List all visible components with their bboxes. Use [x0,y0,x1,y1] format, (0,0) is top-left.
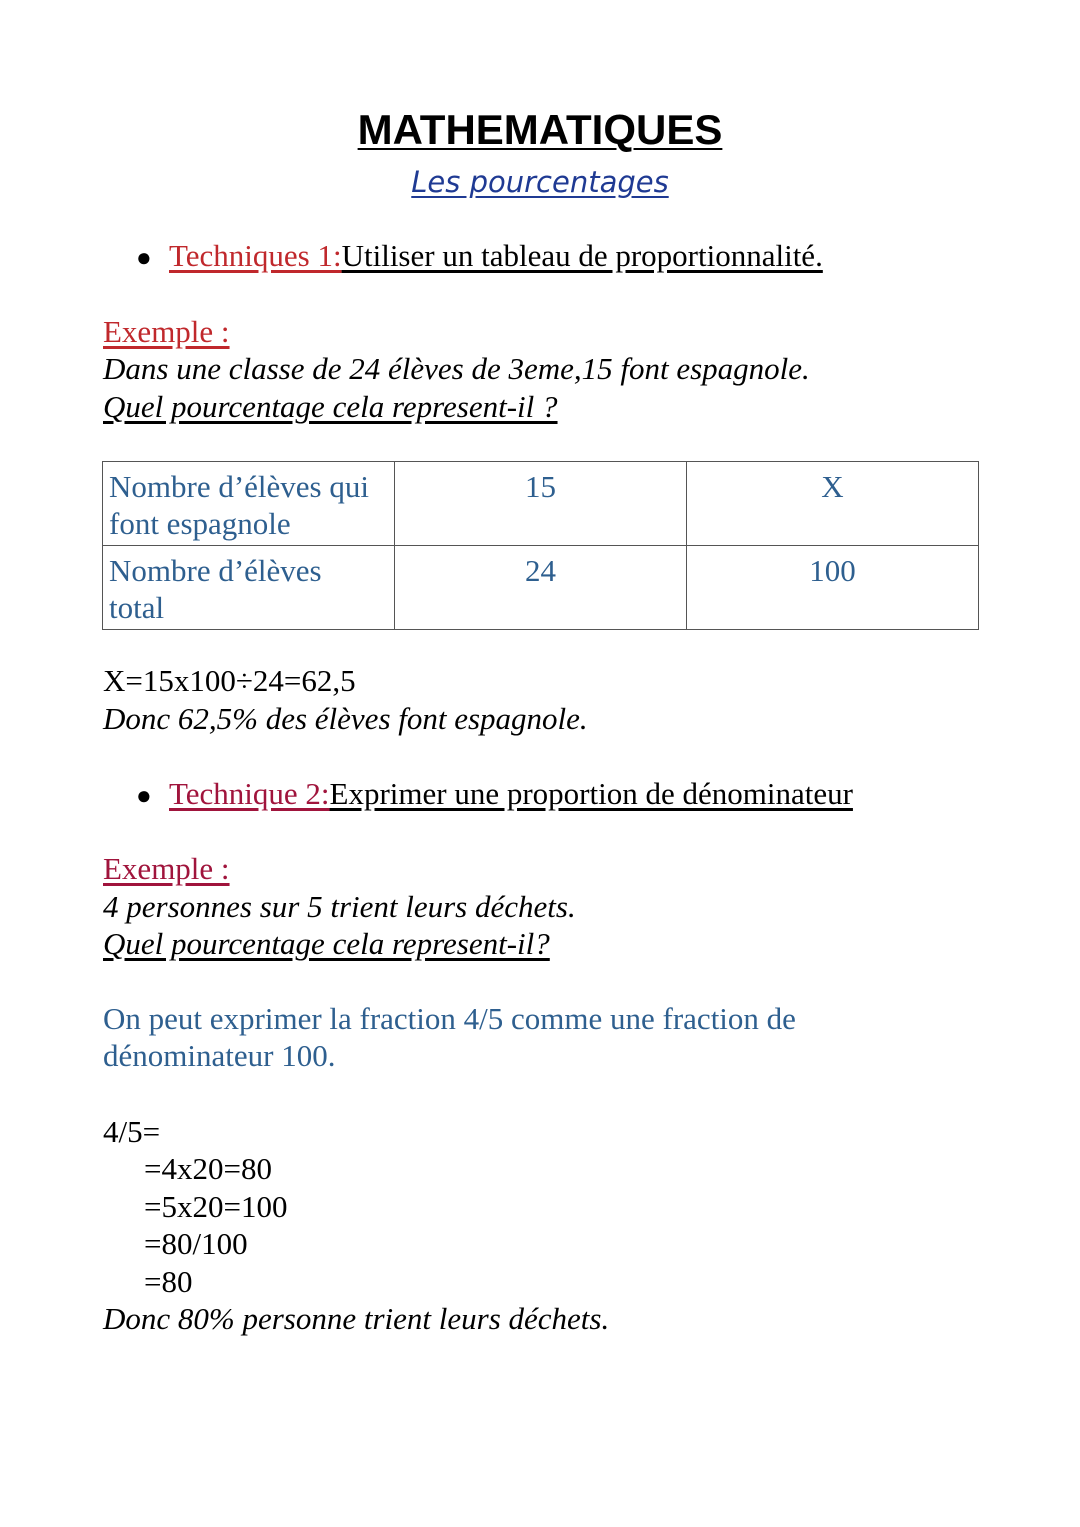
example-1-question: Quel pourcentage cela represent-il ? [103,389,558,424]
technique-2-text: Exprimer une proportion de dénominateur [329,776,853,811]
calc-head: 4/5= [103,1114,161,1149]
table-cell-value: X [687,462,979,546]
technique-1-heading [136,236,823,278]
calc-step: =80 [144,1264,193,1299]
explanation-line-2: dénominateur 100. [103,1038,336,1073]
page-title: MATHEMATIQUES [357,106,723,153]
calculation-1: X=15x100÷24=62,5 [103,663,356,698]
bullet-icon: ● [136,243,152,272]
technique-1-label: Techniques 1: [169,238,342,273]
table-cell-label: Nombre d’élèves total [103,546,395,630]
example-2-question: Quel pourcentage cela represent-il? [103,926,550,961]
bullet-icon: ● [136,781,152,810]
table-cell-value: 15 [395,462,687,546]
conclusion-2: Donc 80% personne trient leurs déchets. [103,1301,610,1336]
table-cell-value: 100 [687,546,979,630]
example-2-statement: 4 personnes sur 5 trient leurs déchets. [103,889,576,924]
example-1-label: Exemple : [103,314,230,349]
calc-step: =80/100 [144,1226,248,1261]
table-cell-value: 24 [395,546,687,630]
example-2-label: Exemple : [103,851,230,886]
calc-step: =5x20=100 [144,1189,288,1224]
table-cell-label: Nombre d’élèves qui font espagnole [103,462,395,546]
table-row [103,462,979,546]
technique-2-label: Technique 2: [169,776,330,811]
page-subtitle: Les pourcentages [411,165,669,199]
proportion-table [102,461,979,630]
example-1-statement: Dans une classe de 24 élèves de 3eme,15 font espagnole. [103,351,810,386]
technique-2-heading [136,774,853,816]
table-row [103,546,979,630]
conclusion-1: Donc 62,5% des élèves font espagnole. [103,701,588,736]
calc-step: =4x20=80 [144,1151,272,1186]
technique-1-text: Utiliser un tableau de proportionnalité. [341,238,823,273]
explanation-line-1: On peut exprimer la fraction 4/5 comme une fraction de [103,1001,796,1036]
